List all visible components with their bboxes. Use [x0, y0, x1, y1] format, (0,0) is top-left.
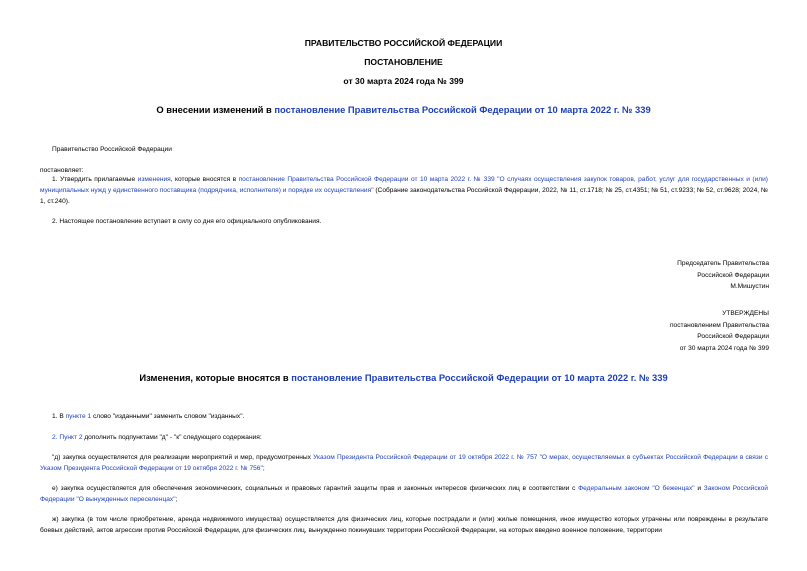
government-heading: ПРАВИТЕЛЬСТВО РОССИЙСКОЙ ФЕДЕРАЦИИ [304, 38, 503, 48]
issuer-text: Правительство Российской Федерации [52, 146, 172, 153]
forced-migrants-law-link[interactable]: Законом Российской Федерации "О вынужденных переселенцах" [40, 485, 768, 503]
changes-title-prefix: Изменения, которые вносятся в [139, 372, 292, 383]
point-1-link[interactable]: пункте 1 [65, 413, 92, 420]
item-d-text-2: ; [262, 465, 265, 472]
item1-text-2: слово "изданными" заменить словом "изданных". [91, 413, 245, 420]
item-d-text-1: "д) закупка осуществляется для реализации мероприятий и мер, предусмотренных [52, 454, 314, 461]
approved-org: Российской Федерации [697, 333, 769, 340]
change-item-d [40, 452, 768, 474]
approved-by: постановлением Правительства [669, 321, 769, 329]
resolution-339-link[interactable]: постановление Правительства Российской Федерации от 10 марта 2022 г. № 339 [238, 176, 495, 183]
changes-link[interactable]: изменения [137, 176, 171, 183]
doc-title-prefix: О внесении изменений в [156, 104, 275, 115]
point-2-link[interactable]: 2. Пункт 2 [52, 434, 83, 441]
doc-date-number: от 30 марта 2024 года № 399 [343, 76, 464, 86]
item-e-text-3: ; [175, 496, 178, 503]
signature-name: М.Мишустин [730, 283, 769, 290]
p1-text-4: (Собрание законодательства Российской Федерации, 2022, № 11, ст.1718; № 25, ст.4351; № 51, ст.9233; № 52, ст.9628; 2024, № 1, ст.240). [40, 187, 768, 205]
item2-text: дополнить подпунктами "д" - "к" следующего содержания: [82, 434, 262, 441]
approved-block [670, 308, 769, 354]
doc-title [0, 104, 807, 115]
resolves-text: постановляет: [40, 167, 84, 174]
changes-title [0, 372, 807, 383]
paragraph-1 [40, 174, 768, 207]
change-item-1 [52, 411, 244, 422]
decree-757-link[interactable]: Указом Президента Российской Федерации от 19 октября 2022 г. № 757 "О мерах, осуществляемых в субъектах Российской Федерации в связи с Указом Президента Российской Федерации от 19 октября 2022 г. № 756" [40, 454, 768, 472]
resolution-339-title-link[interactable]: "О случаях осуществления закупок товаров, работ, услуг для государственных и (или) муниципальных нужд у единственного поставщика (подрядчика, исполнителя) и порядке их осуществления" [40, 176, 768, 194]
change-item-e [40, 483, 768, 505]
item-e-text-2: и [694, 485, 704, 492]
p1-text-2: , которые вносятся в [170, 176, 239, 183]
paragraph-2: 2. Настоящее постановление вступает в силу со дня его официального опубликования. [52, 218, 322, 225]
change-item-2 [52, 432, 262, 443]
signature-title: Председатель Правительства [677, 260, 769, 267]
approved-date: от 30 марта 2024 года № 399 [679, 344, 769, 352]
signature-block [677, 258, 769, 293]
p1-text-1: 1. Утвердить прилагаемые [52, 176, 138, 183]
doc-title-link[interactable]: постановление Правительства Российской Федерации от 10 марта 2022 г. № 339 [274, 104, 651, 115]
signature-org: Российской Федерации [697, 271, 769, 279]
approved-label: УТВЕРЖДЕНЫ [722, 310, 769, 317]
change-item-zh: ж) закупка (в том числе приобретение, аренда недвижимого имущества) осуществляется для физических лиц, которые пострадали и (или) жилые помещения, иное имущество которых утрачены или повреждены в результате боевых действий, актов агрессии против Российской Федерации, для физических лиц, вынужденно покинувших территории Российской Федерации, на которых введено военное положение, территории [40, 516, 768, 534]
refugees-law-link[interactable]: Федеральным законом "О беженцах" [578, 485, 695, 492]
changes-title-link[interactable]: постановление Правительства Российской Федерации от 10 марта 2022 г. № 339 [291, 372, 668, 383]
doc-type-heading: ПОСТАНОВЛЕНИЕ [364, 57, 443, 67]
item-e-text-1: е) закупка осуществляется для обеспечения экономических, социальных и правовых гарантий защиты прав и законных интересов физических лиц в соответствии с [52, 485, 579, 492]
item1-text-1: 1. В [52, 413, 66, 420]
